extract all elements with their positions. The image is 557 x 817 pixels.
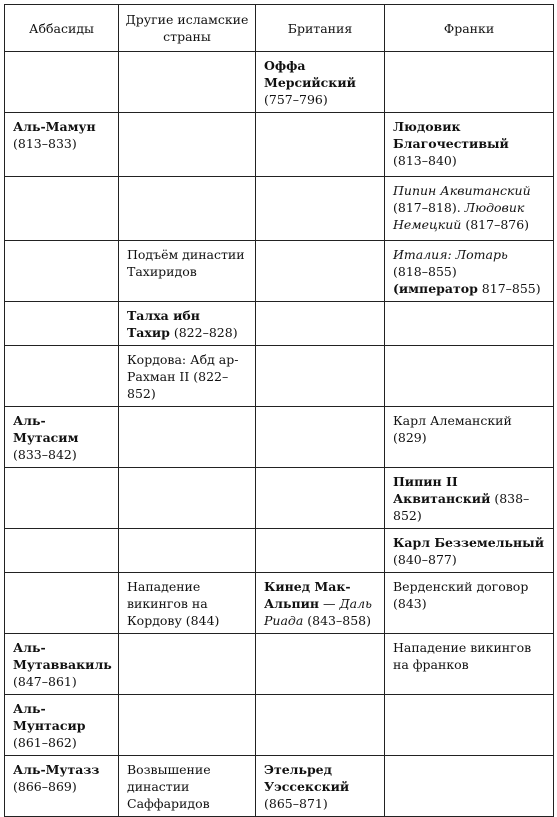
cell-text: Пипин Аквитанский: [393, 183, 531, 198]
table-row: [5, 573, 554, 634]
cell-britain: [256, 634, 385, 695]
cell-other-islamic: [119, 756, 256, 817]
cell-text: Возвышение династии Саффаридов: [127, 762, 211, 811]
cell-text: Аль-Мунтасир: [13, 701, 86, 733]
cell-abbasids: [5, 695, 119, 756]
cell-text: Людовик Немецкий: [393, 200, 525, 232]
cell-abbasids: [5, 468, 119, 529]
cell-text: (833–842): [13, 447, 77, 462]
cell-text: Нападение викингов на Кордову (844): [127, 579, 220, 628]
cell-other-islamic: [119, 529, 256, 573]
cell-text: Подъём династии Тахиридов: [127, 247, 245, 279]
chronology-table: [4, 4, 554, 817]
cell-text: Пипин II Аквитанский: [393, 474, 491, 506]
cell-abbasids: [5, 529, 119, 573]
table-row: [5, 52, 554, 113]
table-row: [5, 529, 554, 573]
cell-britain: [256, 407, 385, 468]
cell-text: (866–869): [13, 779, 77, 794]
cell-text: Италия: Лотарь: [393, 247, 508, 262]
cell-text: (838–852): [393, 491, 530, 523]
header-franks: Франки: [385, 5, 554, 52]
header-other-islamic-countries: Другие исламские страны: [119, 5, 256, 52]
cell-abbasids: [5, 302, 119, 346]
cell-text: (840–877): [393, 552, 457, 567]
cell-text: (817–818).: [393, 200, 465, 215]
cell-text: —: [319, 596, 340, 611]
cell-franks: [385, 113, 554, 177]
cell-franks: [385, 468, 554, 529]
cell-text: Верденский договор (843): [393, 579, 529, 611]
cell-text: Оффа Мерсийский: [264, 58, 356, 90]
cell-text: Кинед Мак-Альпин: [264, 579, 351, 611]
cell-other-islamic: [119, 407, 256, 468]
cell-franks: [385, 756, 554, 817]
cell-other-islamic: [119, 695, 256, 756]
cell-text: Людовик Благочестивый: [393, 119, 509, 151]
cell-text: (822–828): [169, 325, 238, 340]
table-row: [5, 407, 554, 468]
cell-text: Аль-Мутаввакиль: [13, 640, 112, 672]
cell-text: Аль-Мутазз: [13, 762, 100, 777]
table-row: [5, 241, 554, 302]
cell-text: (818–855): [393, 264, 457, 279]
cell-britain: [256, 573, 385, 634]
cell-text: (843–858): [303, 613, 371, 628]
cell-abbasids: [5, 52, 119, 113]
cell-text: Карл Алеманский (829): [393, 413, 512, 445]
cell-text: (813–833): [13, 136, 77, 151]
cell-britain: [256, 695, 385, 756]
table-row: [5, 113, 554, 177]
cell-other-islamic: [119, 241, 256, 302]
cell-text: (817–876): [461, 217, 530, 232]
cell-franks: [385, 529, 554, 573]
cell-abbasids: [5, 634, 119, 695]
cell-other-islamic: [119, 177, 256, 241]
cell-franks: [385, 634, 554, 695]
table-body: [5, 52, 554, 817]
cell-britain: [256, 177, 385, 241]
cell-other-islamic: [119, 573, 256, 634]
cell-text: Даль Риада: [264, 596, 372, 628]
cell-text: (813–840): [393, 153, 457, 168]
cell-britain: [256, 52, 385, 113]
cell-other-islamic: [119, 634, 256, 695]
cell-franks: [385, 695, 554, 756]
cell-abbasids: [5, 573, 119, 634]
cell-text: Аль-Мамун: [13, 119, 96, 134]
cell-text: 817–855): [477, 281, 541, 296]
cell-text: (861–862): [13, 735, 77, 750]
cell-britain: [256, 529, 385, 573]
header-row: [5, 5, 554, 52]
cell-other-islamic: [119, 52, 256, 113]
cell-text: Талха ибн Тахир: [127, 308, 200, 340]
cell-franks: [385, 241, 554, 302]
cell-other-islamic: [119, 113, 256, 177]
cell-abbasids: [5, 756, 119, 817]
cell-text: Аль-Мутасим: [13, 413, 79, 445]
cell-britain: [256, 302, 385, 346]
cell-britain: [256, 468, 385, 529]
cell-abbasids: [5, 177, 119, 241]
cell-text: Кордова: Абд ар-Рахман II (822–852): [127, 352, 239, 401]
cell-text: (865–871): [264, 796, 328, 811]
cell-text: Нападение викингов на франков: [393, 640, 532, 672]
cell-franks: [385, 346, 554, 407]
cell-franks: [385, 573, 554, 634]
cell-franks: [385, 407, 554, 468]
cell-other-islamic: [119, 468, 256, 529]
cell-abbasids: [5, 346, 119, 407]
cell-text: Карл Безземельный: [393, 535, 544, 550]
table-row: [5, 468, 554, 529]
cell-text: Этельред Уэссекский: [264, 762, 350, 794]
table-row: [5, 177, 554, 241]
cell-abbasids: [5, 407, 119, 468]
cell-other-islamic: [119, 302, 256, 346]
table-row: [5, 634, 554, 695]
cell-britain: [256, 241, 385, 302]
table-row: [5, 302, 554, 346]
table-row: [5, 346, 554, 407]
table-row: [5, 756, 554, 817]
cell-franks: [385, 302, 554, 346]
cell-other-islamic: [119, 346, 256, 407]
header-abbasids: Аббасиды: [5, 5, 119, 52]
cell-abbasids: [5, 241, 119, 302]
cell-franks: [385, 52, 554, 113]
cell-franks: [385, 177, 554, 241]
table-row: [5, 695, 554, 756]
cell-text: (император: [393, 281, 478, 296]
cell-abbasids: [5, 113, 119, 177]
cell-britain: [256, 756, 385, 817]
cell-britain: [256, 346, 385, 407]
header-britain: Британия: [256, 5, 385, 52]
cell-britain: [256, 113, 385, 177]
cell-text: (757–796): [264, 92, 328, 107]
cell-text: (847–861): [13, 674, 77, 689]
